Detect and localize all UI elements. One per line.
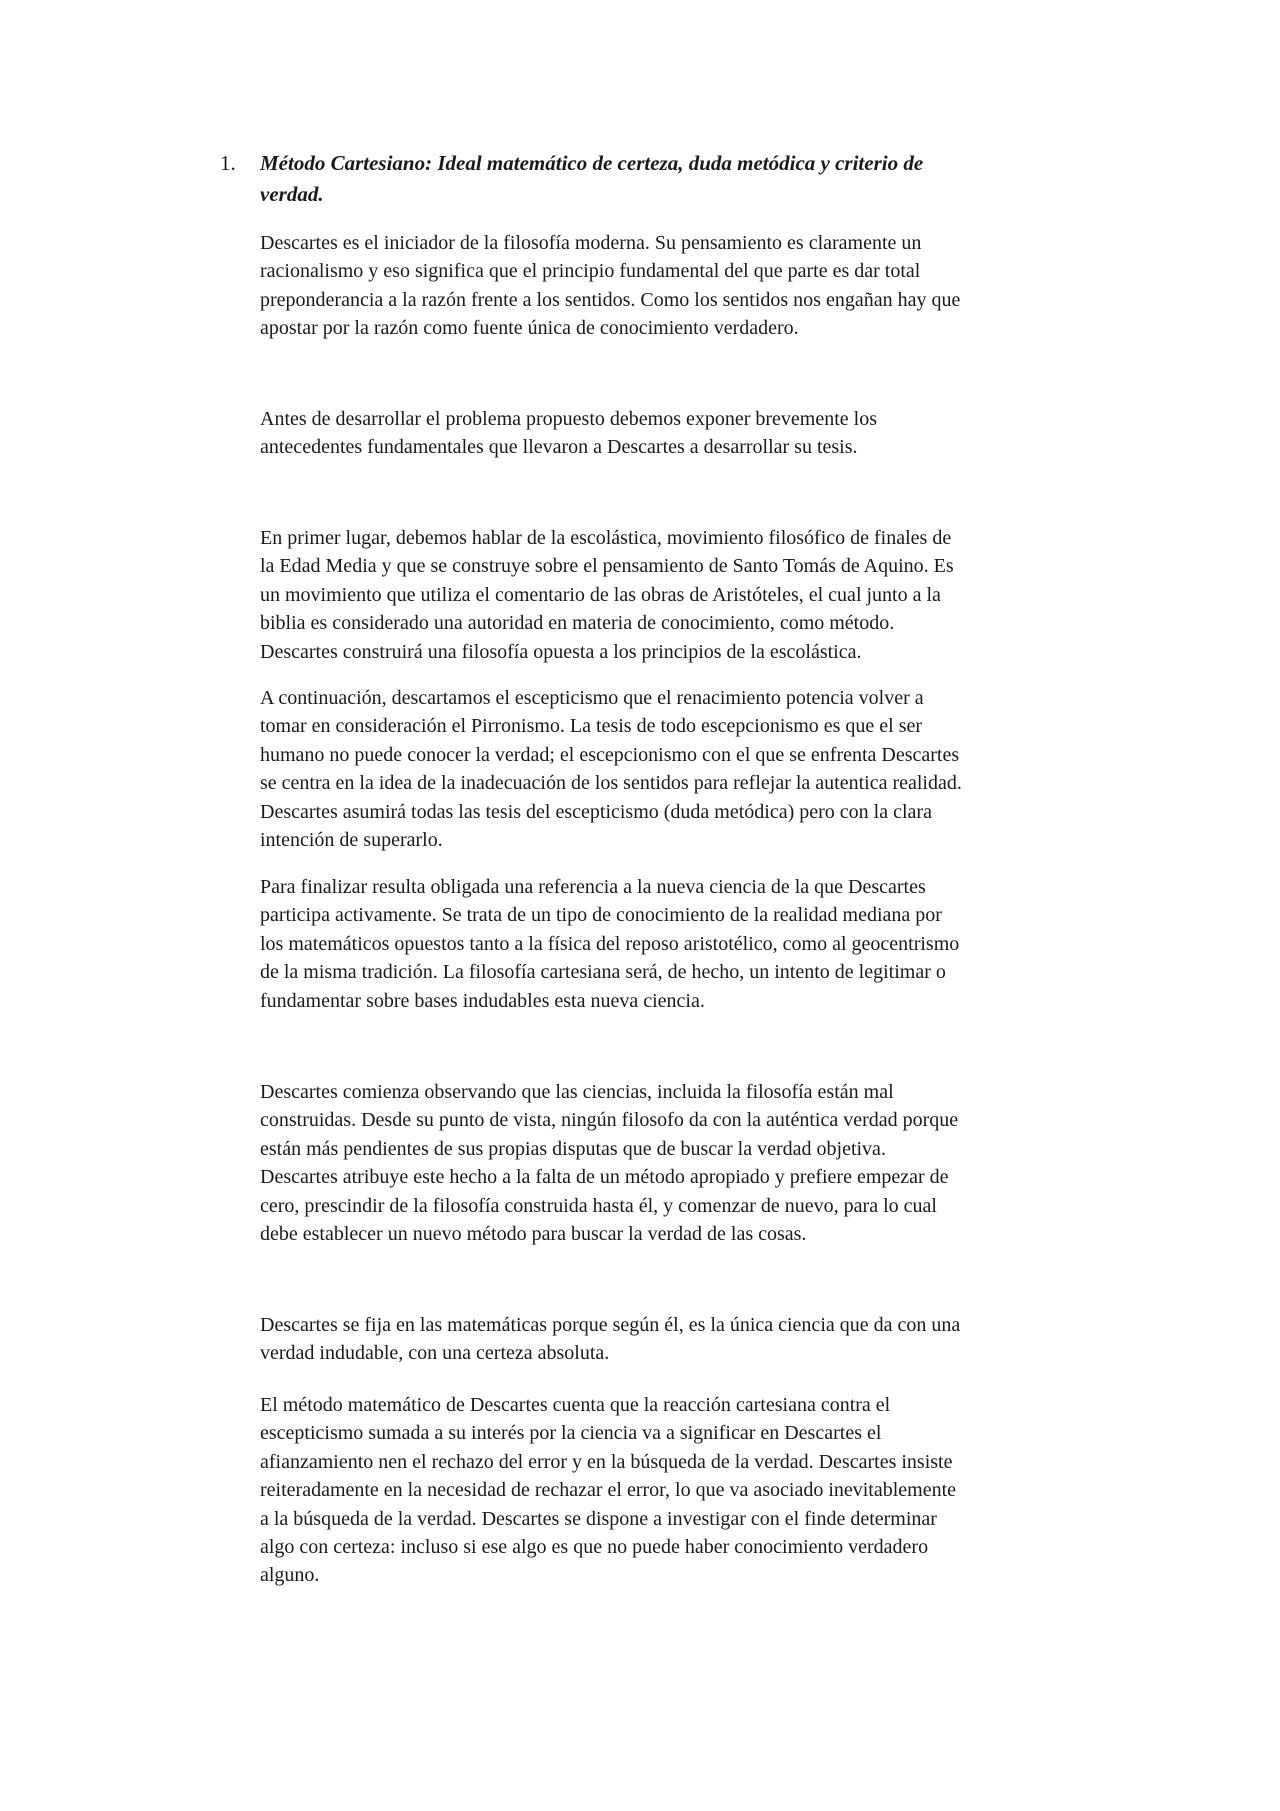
- paragraph-8: El método matemático de Descartes cuenta que la reacción cartesiana contra el escepticismo sumada a su interés por la ciencia va a significar en Descartes el afianzamiento nen el rechazo del error y en la búsqueda de la verdad. Descartes insiste reiteradamente en la necesidad de rechazar el error, lo que va asociado inevitablemente a la búsqueda de la verdad. Descartes se dispone a investigar con el finde determinar algo con certeza: incluso si ese algo es que no puede haber conocimiento verdadero alguno.: [260, 1394, 957, 1587]
- paragraph-2: Antes de desarrollar el problema propuesto debemos exponer brevemente los antecedentes fundamentales que llevaron a Descartes a desarrollar su tesis.: [260, 408, 878, 459]
- paragraph-1: Descartes es el iniciador de la filosofía moderna. Su pensamiento es claramente un racionalismo y eso significa que el principio fundamental del que parte es dar total preponderancia a la razón frente a los sentidos. Como los sentidos nos engañan hay que apostar por la razón como fuente única de conocimiento verdadero.: [260, 232, 961, 340]
- paragraph-6: Descartes comienza observando que las ciencias, incluida la filosofía están mal construidas. Desde su punto de vista, ningún filosofo da con la auténtica verdad porque están más pendientes de sus propias disputas que de buscar la verdad objetiva. Descartes atribuye este hecho a la falta de un método apropiado y prefiere empezar de cero, prescindir de la filosofía construida hasta él, y comenzar de nuevo, para lo cual debe establecer un nuevo método para buscar la verdad de las cosas.: [260, 1081, 959, 1246]
- paragraph-7: Descartes se fija en las matemáticas porque según él, es la única ciencia que da con una verdad indudable, con una certeza absoluta.: [260, 1314, 961, 1365]
- heading-number: 1.: [220, 151, 236, 175]
- heading-title: Método Cartesiano: Ideal matemático de certeza, duda metódica y criterio de verdad.: [260, 151, 924, 206]
- paragraph-3: En primer lugar, debemos hablar de la escolástica, movimiento filosófico de finales de la Edad Media y que se construye sobre el pensamiento de Santo Tomás de Aquino. Es un movimiento que utiliza el comentario de las obras de Aristóteles, el cual junto a la biblia es considerado una autoridad en materia de conocimiento, como método. Descartes construirá una filosofía opuesta a los principios de la escolástica.: [260, 527, 954, 663]
- paragraph-4: A continuación, descartamos el escepticismo que el renacimiento potencia volver a tomar en consideración el Pirronismo. La tesis de todo escepcionismo es que el ser humano no puede conocer la verdad; el escepcionismo con el que se enfrenta Descartes se centra en la idea de la inadecuación de los sentidos para reflejar la autentica realidad. Descartes asumirá todas las tesis del escepticismo (duda metódica) pero con la clara intención de superarlo.: [260, 687, 962, 852]
- paragraph-5: Para finalizar resulta obligada una referencia a la nueva ciencia de la que Descartes participa activamente. Se trata de un tipo de conocimiento de la realidad mediana por los matemáticos opuestos tanto a la física del reposo aristotélico, como al geocentrismo de la misma tradición. La filosofía cartesiana será, de hecho, un intento de legitimar o fundamentar sobre bases indudables esta nueva ciencia.: [260, 876, 960, 1012]
